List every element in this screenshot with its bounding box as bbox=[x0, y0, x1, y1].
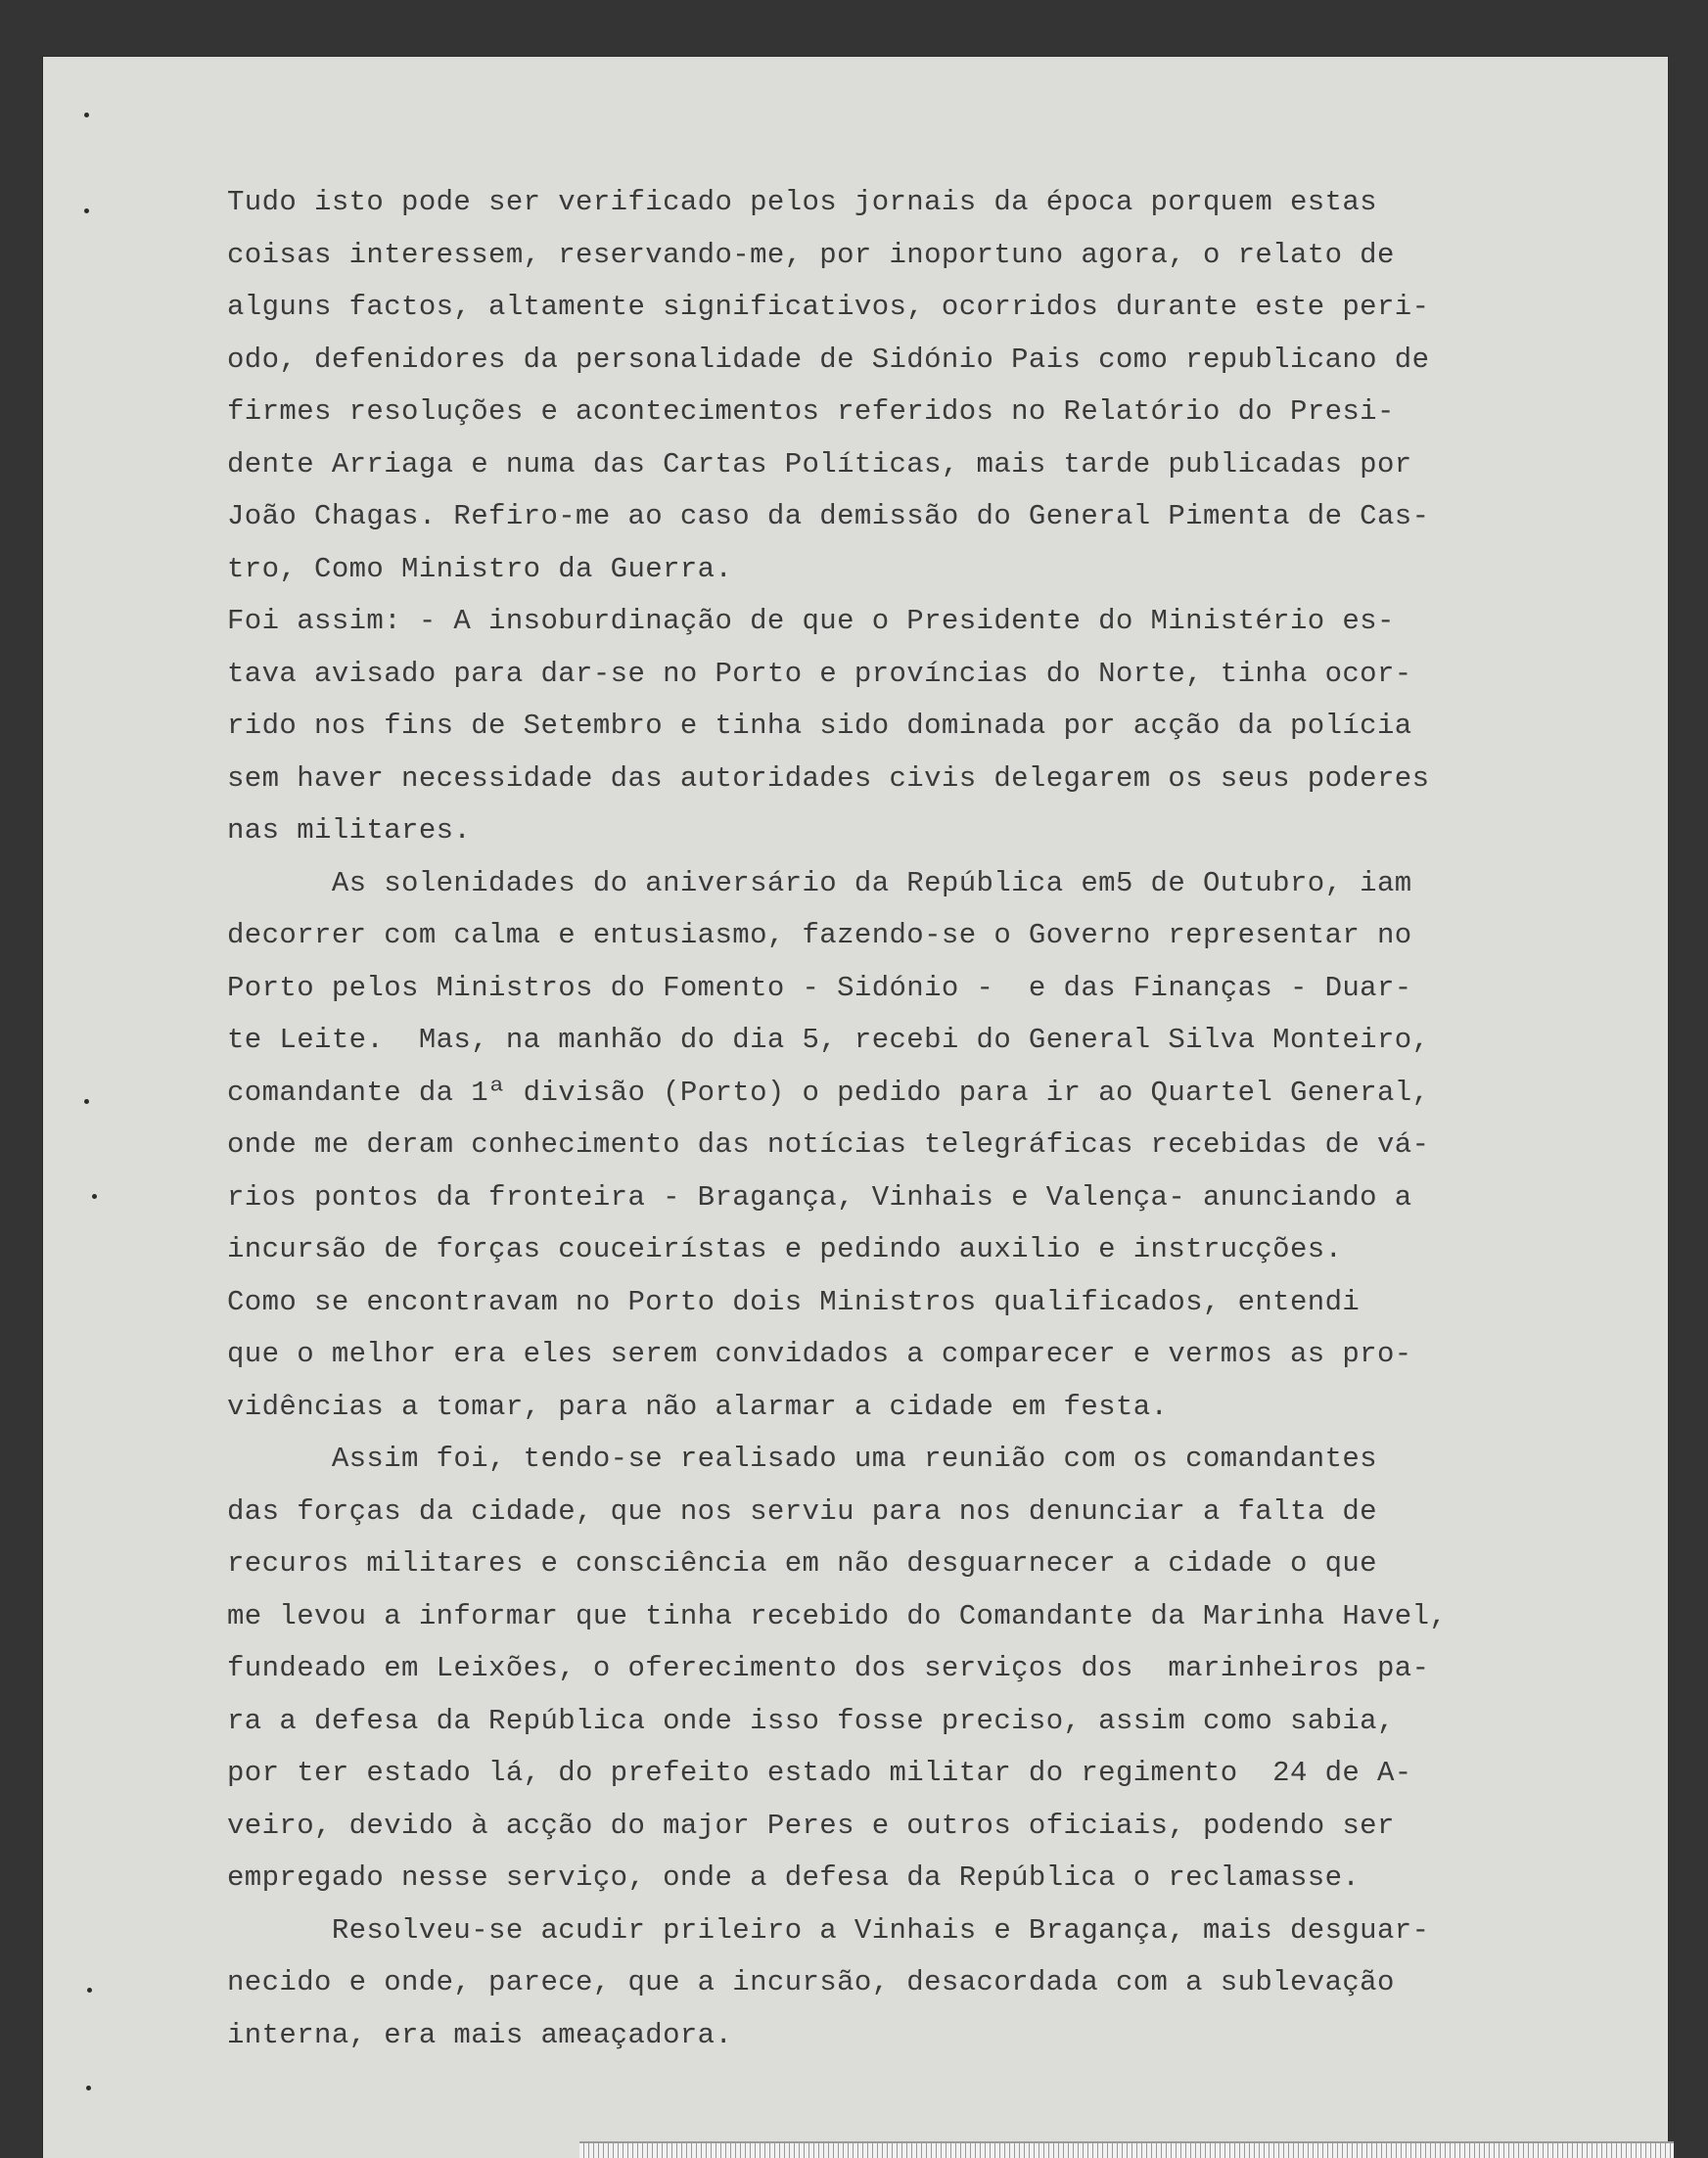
text-line: recuros militares e consciência em não desguarnecer a cidade o que bbox=[227, 1547, 1377, 1580]
text-line: firmes resoluções e acontecimentos referidos no Relatório do Presi- bbox=[227, 395, 1395, 428]
text-line: Porto pelos Ministros do Fomento - Sidónio - e das Finanças - Duar- bbox=[227, 971, 1412, 1004]
text-line: odo, defenidores da personalidade de Sidónio Pais como republicano de bbox=[227, 343, 1430, 376]
binder-hole-mark bbox=[87, 1988, 92, 1993]
text-line: sem haver necessidade das autoridades civis delegarem os seus poderes bbox=[227, 761, 1430, 795]
binder-hole-mark bbox=[92, 1194, 97, 1199]
text-line: rido nos fins de Setembro e tinha sido dominada por acção da polícia bbox=[227, 710, 1412, 742]
text-line: decorrer com calma e entusiasmo, fazendo-se o Governo representar no bbox=[227, 919, 1412, 951]
text-line: Assim foi, tendo-se realisado uma reunião com os comandantes bbox=[227, 1443, 1377, 1475]
binder-hole-mark bbox=[84, 113, 89, 117]
text-line: nas militares. bbox=[227, 814, 472, 847]
text-line: alguns factos, altamente significativos, ocorridos durante este peri- bbox=[227, 291, 1430, 323]
text-line: onde me deram conhecimento das notícias telegráficas recebidas de vá- bbox=[227, 1128, 1430, 1161]
text-line: te Leite. Mas, na manhão do dia 5, recebi do General Silva Monteiro, bbox=[227, 1024, 1430, 1056]
text-line: vidências a tomar, para não alarmar a cidade em festa. bbox=[227, 1390, 1169, 1423]
text-line: João Chagas. Refiro-me ao caso da demissão do General Pimenta de Cas- bbox=[227, 500, 1430, 532]
text-line: tro, Como Ministro da Guerra. bbox=[227, 552, 733, 585]
text-line: coisas interessem, reservando-me, por inoportuno agora, o relato de bbox=[227, 238, 1395, 271]
text-line: por ter estado lá, do prefeito estado militar do regimento 24 de A- bbox=[227, 1757, 1412, 1789]
text-line: As solenidades do aniversário da República em5 de Outubro, iam bbox=[227, 866, 1412, 899]
text-line: empregado nesse serviço, onde a defesa da República o reclamasse. bbox=[227, 1861, 1361, 1894]
text-line: me levou a informar que tinha recebido do Comandante da Marinha Havel, bbox=[227, 1599, 1448, 1632]
text-line: interna, era mais ameaçadora. bbox=[227, 2018, 733, 2051]
typewritten-text bbox=[227, 176, 1588, 2061]
scale-ruler bbox=[579, 2141, 1674, 2158]
text-line: fundeado em Leixões, o oferecimento dos serviços dos marinheiros pa- bbox=[227, 1652, 1430, 1684]
text-line: rios pontos da fronteira - Bragança, Vinhais e Valença- anunciando a bbox=[227, 1180, 1412, 1214]
text-line: Resolveu-se acudir prileiro a Vinhais e Bragança, mais desguar- bbox=[227, 1913, 1430, 1947]
text-line: que o melhor era eles serem convidados a comparecer e vermos as pro- bbox=[227, 1338, 1412, 1370]
text-line: comandante da 1ª divisão (Porto) o pedido para ir ao Quartel General, bbox=[227, 1076, 1430, 1109]
text-line: das forças da cidade, que nos serviu para nos denunciar a falta de bbox=[227, 1494, 1377, 1528]
binder-hole-mark bbox=[84, 1099, 89, 1104]
text-line: Como se encontravam no Porto dois Ministros qualificados, entendi bbox=[227, 1285, 1361, 1318]
text-line: Foi assim: - A insoburdinação de que o Presidente do Ministério es- bbox=[227, 605, 1395, 637]
text-line: necido e onde, parece, que a incursão, desacordada com a sublevação bbox=[227, 1966, 1395, 1998]
text-line: veiro, devido à acção do major Peres e outros oficiais, podendo ser bbox=[227, 1809, 1395, 1842]
text-line: dente Arriaga e numa das Cartas Políticas, mais tarde publicadas por bbox=[227, 447, 1412, 481]
text-line: tava avisado para dar-se no Porto e províncias do Norte, tinha ocor- bbox=[227, 657, 1412, 690]
binder-hole-mark bbox=[84, 208, 89, 213]
text-line: incursão de forças couceirístas e pedindo auxilio e instrucções. bbox=[227, 1233, 1343, 1265]
binder-hole-mark bbox=[86, 2086, 91, 2090]
text-line: Tudo isto pode ser verificado pelos jornais da época porquem estas bbox=[227, 186, 1377, 218]
text-line: ra a defesa da República onde isso fosse preciso, assim como sabia, bbox=[227, 1704, 1395, 1737]
